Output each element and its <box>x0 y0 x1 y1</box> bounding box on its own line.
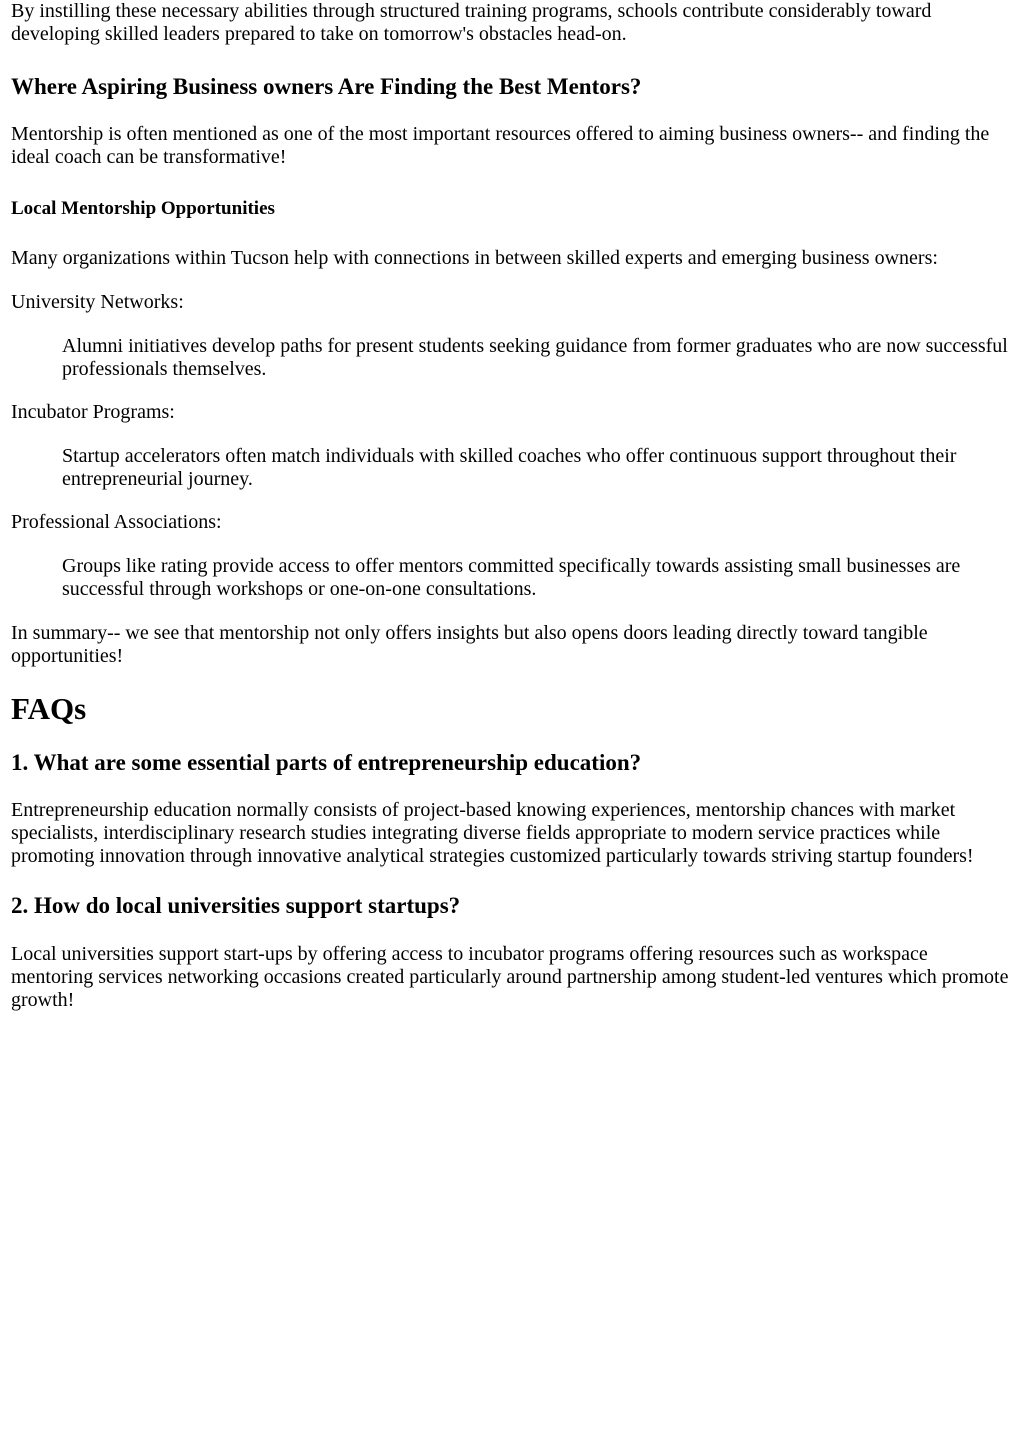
definition-description-incubator: Startup accelerators often match individuals with skilled coaches who offer continuous support throughout their entrepreneurial journey. <box>62 445 957 490</box>
definition-description-professional: Groups like rating provide access to offer mentors committed specifically towards assisting small businesses are successful through workshops or one-on-one consultations. <box>62 555 961 600</box>
summary-paragraph: In summary-- we see that mentorship not only offers insights but also opens doors leading directly toward tangible opportunities! <box>11 622 928 667</box>
definition-term-university: University Networks: <box>11 291 184 313</box>
faq-question-2: 2. How do local universities support startups? <box>11 893 461 918</box>
faq-answer-1: Entrepreneurship education normally consists of project-based knowing experiences, mentorship chances with market specialists, interdisciplinary research studies integrating diverse fields appropriate to modern service practices while promoting innovation through innovative analytical strategies customized particularly towards striving startup founders! <box>11 799 974 867</box>
mentors-heading: Where Aspiring Business owners Are Finding the Best Mentors? <box>11 74 642 99</box>
definition-term-incubator: Incubator Programs: <box>11 401 175 423</box>
faqs-heading: FAQs <box>11 691 87 726</box>
definition-term-professional: Professional Associations: <box>11 511 222 533</box>
local-mentorship-heading: Local Mentorship Opportunities <box>11 198 275 219</box>
mentorship-definition-list <box>11 291 1013 601</box>
faq-answer-2: Local universities support start-ups by offering access to incubator programs offering resources such as workspace mentoring services networking occasions created particularly around partnership among student-led ventures which promote growth! <box>11 943 1009 1011</box>
intro-paragraph: By instilling these necessary abilities through structured training programs, schools contribute considerably toward developing skilled leaders prepared to take on tomorrow's obstacles head-on. <box>11 0 932 45</box>
faq-question-1: 1. What are some essential parts of entrepreneurship education? <box>11 750 642 775</box>
mentors-paragraph: Mentorship is often mentioned as one of the most important resources offered to aiming business owners-- and finding the ideal coach can be transformative! <box>11 123 990 168</box>
definition-description-university: Alumni initiatives develop paths for present students seeking guidance from former graduates who are now successful professionals themselves. <box>62 335 1008 380</box>
local-mentorship-paragraph: Many organizations within Tucson help with connections in between skilled experts and emerging business owners: <box>11 247 938 269</box>
